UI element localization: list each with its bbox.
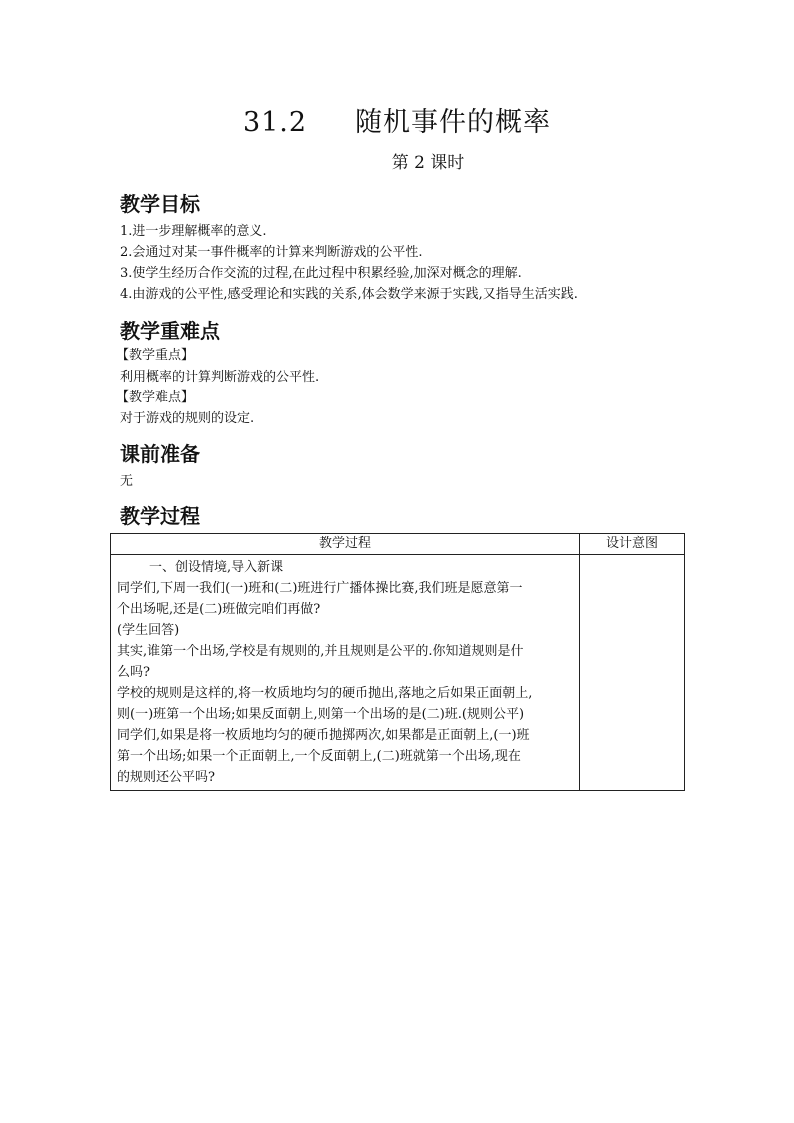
difficulty-label: 【教学难点】 (116, 390, 195, 405)
process-line: 学校的规则是这样的,将一枚质地均匀的硬币抛出,落地之后如果正面朝上, (117, 686, 533, 701)
process-line: (学生回答) (117, 623, 180, 638)
process-line: 其实,谁第一个出场,学校是有规则的,并且规则是公平的.你知道规则是什 (117, 644, 524, 659)
process-line: 的规则还公平吗? (117, 770, 215, 785)
process-line: 第一个出场;如果一个正面朝上,一个反面朝上,(二)班就第一个出场,现在 (117, 749, 521, 764)
process-table (110, 533, 685, 791)
preparation-heading: 课前准备 (120, 442, 200, 466)
section-number: 31.2 (242, 107, 308, 138)
focus-text: 利用概率的计算判断游戏的公平性. (120, 370, 320, 385)
process-line: 么吗? (117, 665, 150, 680)
objective-item-2: 2.会通过对某一事件概率的计算来判断游戏的公平性. (120, 245, 423, 260)
preparation-text: 无 (120, 474, 134, 489)
page-title (0, 100, 794, 139)
process-line: 则(一)班第一个出场;如果反面朝上,则第一个出场的是(二)班.(规则公平) (117, 707, 525, 722)
process-line: 同学们,下周一我们(一)班和(二)班进行广播体操比赛,我们班是愿意第一 (117, 581, 523, 596)
key-points-heading: 教学重难点 (120, 319, 220, 343)
objectives-heading: 教学目标 (120, 192, 200, 216)
process-cell (111, 555, 580, 791)
objective-item-4: 4.由游戏的公平性,感受理论和实践的关系,体会数学来源于实践,又指导生活实践. (120, 287, 578, 302)
process-line: 个出场呢,还是(二)班做完咱们再做? (117, 602, 321, 617)
title-text: 随机事件的概率 (355, 107, 552, 138)
objective-item-3: 3.使学生经历合作交流的过程,在此过程中积累经验,加深对概念的理解. (120, 266, 522, 281)
difficulty-text: 对于游戏的规则的设定. (120, 411, 255, 426)
process-heading: 教学过程 (120, 504, 200, 528)
objective-item-1: 1.进一步理解概率的意义. (120, 224, 267, 239)
process-line: 同学们,如果是将一枚质地均匀的硬币抛掷两次,如果都是正面朝上,(一)班 (117, 728, 530, 743)
section-title: 一、创设情境,导入新课 (149, 560, 284, 575)
column-header-intent: 设计意图 (580, 534, 685, 555)
intent-cell (580, 555, 685, 791)
column-header-process: 教学过程 (111, 534, 580, 555)
page-subtitle: 第 2 课时 (391, 153, 465, 173)
focus-label: 【教学重点】 (116, 348, 195, 363)
